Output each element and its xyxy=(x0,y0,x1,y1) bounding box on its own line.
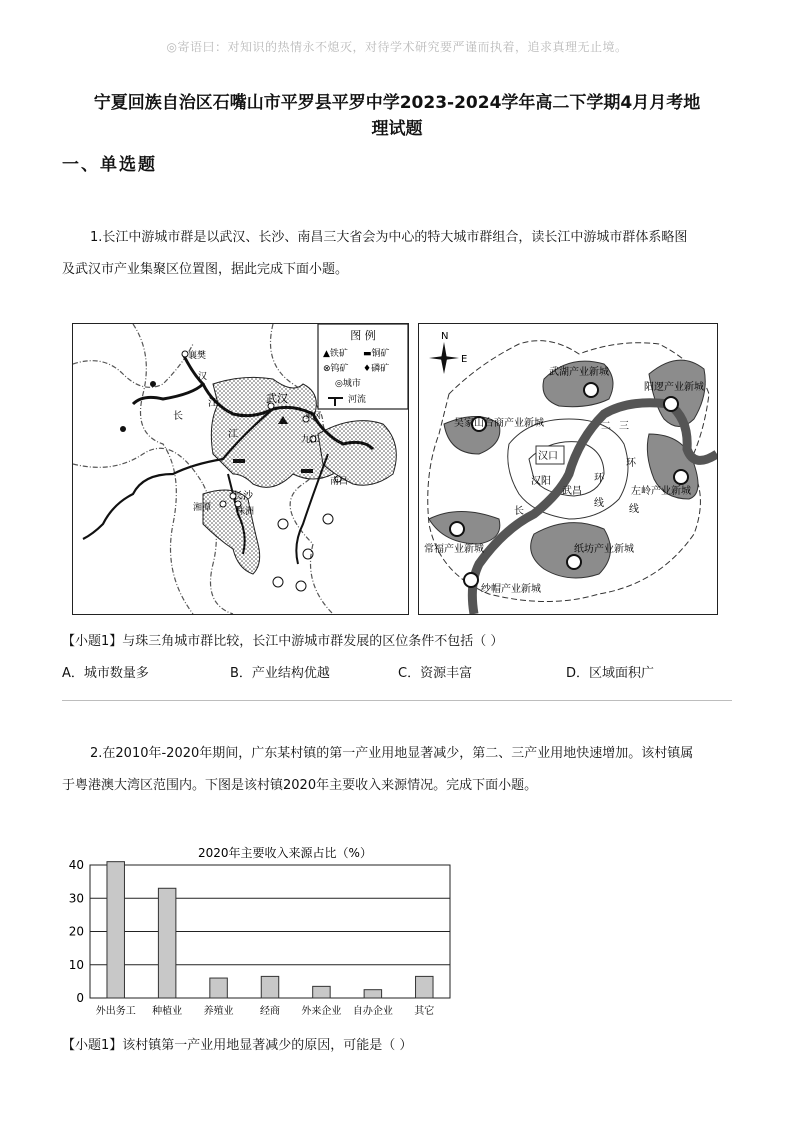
title-line-1: 宁夏回族自治区石嘴山市平罗县平罗中学2023-2024学年高二下学期4月月考地 xyxy=(93,93,701,113)
tungsten-icon xyxy=(303,549,313,559)
label-zhifang: 纸坊产业新城 xyxy=(574,544,634,555)
y-tick-label: 0 xyxy=(76,991,84,1005)
bar-其它 xyxy=(416,976,433,998)
label-changsha: 长沙 xyxy=(233,491,253,502)
label-changfu: 常福产业新城 xyxy=(424,544,484,555)
label-hanyang: 汉阳 xyxy=(531,476,551,487)
city-icon xyxy=(674,470,688,484)
label-zuoling: 左岭产业新城 xyxy=(631,486,691,497)
label-han: 汉 xyxy=(198,372,208,382)
phosphorus-icon xyxy=(120,426,126,432)
tungsten-icon xyxy=(273,577,283,587)
q1-stem-line-1: 1.长江中游城市群是以武汉、长沙、南昌三大省会为中心的特大城市群组合，读长江中游城市群体系略图 xyxy=(90,230,688,245)
legend-phosphorus: ♦磷矿 xyxy=(363,364,390,374)
label-huan-1: 环 xyxy=(594,473,604,484)
map-wuhan-industry xyxy=(418,323,718,615)
label-chang-2: 长 xyxy=(514,506,524,517)
label-wuhan: 武汉 xyxy=(266,392,288,405)
q2-stem xyxy=(62,738,732,802)
label-wuhu: 武湖产业新城 xyxy=(549,367,609,378)
x-tick-label: 经商 xyxy=(260,1006,280,1017)
chart-title: 2020年主要收入来源占比（%） xyxy=(198,846,372,860)
city-icon xyxy=(584,383,598,397)
label-hankou: 汉口 xyxy=(538,451,558,462)
map-yangtze-cities xyxy=(72,323,409,615)
copper-icon xyxy=(233,459,245,463)
x-tick-label: 其它 xyxy=(414,1006,435,1017)
page-title xyxy=(40,90,754,142)
label-er: 二 xyxy=(601,421,611,432)
q1-option-d[interactable]: D．区域面积广 xyxy=(566,666,655,681)
city-icon xyxy=(567,555,581,569)
x-tick-label: 自办企业 xyxy=(352,1006,393,1017)
section-title: 一、单选题 xyxy=(62,155,157,175)
q1-stem-line-2: 及武汉市产业集聚区位置图，据此完成下面小题。 xyxy=(62,262,349,277)
header-note: ◎寄语曰：对知识的热情永不熄灭，对待学术研究要严谨而执着，追求真理无止境。 xyxy=(166,40,628,54)
legend-river: 河流 xyxy=(348,395,367,405)
label-zhuzhou: 株洲 xyxy=(236,507,255,517)
x-tick-label: 外来企业 xyxy=(301,1006,342,1017)
y-tick-label: 20 xyxy=(68,924,84,939)
legend-iron: ▲铁矿 xyxy=(323,349,348,359)
x-tick-label: 种植业 xyxy=(152,1006,183,1017)
x-tick-label: 外出务工 xyxy=(95,1006,136,1017)
question-divider xyxy=(62,700,732,701)
title-line-2: 理试题 xyxy=(371,119,423,139)
copper-icon xyxy=(301,469,313,473)
y-tick-label: 40 xyxy=(68,858,84,872)
city-icon xyxy=(664,397,678,411)
bar-经商 xyxy=(261,976,278,998)
label-xian-2: 线 xyxy=(629,504,639,515)
bar-种植业 xyxy=(158,888,175,998)
label-chang: 长 xyxy=(173,411,183,422)
tungsten-icon xyxy=(296,581,306,591)
legend-city: ◎城市 xyxy=(335,379,361,389)
q2-stem-line-2: 于粤港澳大湾区范围内。下图是该村镇2020年主要收入来源情况。完成下面小题。 xyxy=(62,778,538,793)
tungsten-icon xyxy=(278,519,288,529)
label-wuchang: 武昌 xyxy=(562,486,582,497)
label-yangluo: 阳逻产业新城 xyxy=(644,382,704,393)
phosphorus-icon xyxy=(150,381,156,387)
q1-sub1: 【小题1】与珠三角城市群比较，长江中游城市群发展的区位条件不包括（ ） xyxy=(62,634,504,649)
compass-n: N xyxy=(441,331,449,342)
bar-外出务工 xyxy=(107,862,124,998)
legend-copper: ▬铜矿 xyxy=(363,349,390,359)
bar-养殖业 xyxy=(210,978,227,998)
label-huan-2: 环 xyxy=(626,458,636,469)
legend-tungsten: ⊗钨矿 xyxy=(323,364,349,374)
label-jiujiang: 九江 xyxy=(301,435,320,445)
bar-外来企业 xyxy=(313,986,330,998)
q1-option-c[interactable]: C．资源丰富 xyxy=(398,666,473,681)
tungsten-icon xyxy=(323,514,333,524)
label-shamao: 纱帽产业新城 xyxy=(481,584,541,595)
city-icon xyxy=(464,573,478,587)
y-tick-label: 10 xyxy=(68,957,84,972)
city-icon xyxy=(450,522,464,536)
label-san: 三 xyxy=(619,421,629,432)
label-jiang: 江 xyxy=(208,398,218,409)
bar-自办企业 xyxy=(364,990,381,998)
compass-e: E xyxy=(461,354,468,365)
income-chart xyxy=(60,840,460,1020)
q2-stem-line-1: 2.在2010年-2020年期间，广东某村镇的第一产业用地显著减少，第二、三产业用地快速增加。该村镇属 xyxy=(90,746,694,761)
label-xiangtan: 湘潭 xyxy=(193,503,212,513)
city-icon xyxy=(220,501,226,507)
x-tick-label: 养殖业 xyxy=(203,1006,234,1017)
label-huanggang: 黄冈 xyxy=(305,411,321,420)
label-xiangfan: 襄樊 xyxy=(188,351,207,361)
label-jiang-2: 江 xyxy=(228,429,238,440)
q1-option-b[interactable]: B．产业结构优越 xyxy=(230,666,330,681)
label-wujiashan: 吴家山台商产业新城 xyxy=(454,418,544,429)
label-nanchang: 南昌 xyxy=(330,477,349,487)
q2-sub1: 【小题1】该村镇第一产业用地显著减少的原因，可能是（ ） xyxy=(62,1038,413,1053)
legend-title: 图 例 xyxy=(350,329,376,342)
y-tick-label: 30 xyxy=(68,891,84,906)
q1-stem xyxy=(62,222,732,286)
label-xian-1: 线 xyxy=(594,498,604,509)
q1-option-a[interactable]: A．城市数量多 xyxy=(62,666,149,681)
